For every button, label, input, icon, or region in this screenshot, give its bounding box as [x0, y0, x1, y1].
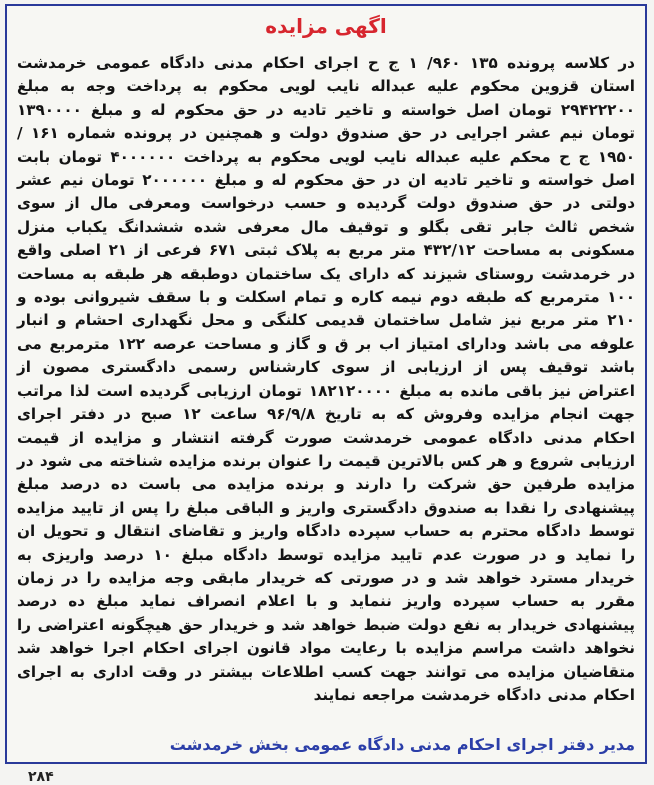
- page-number: [28, 769, 54, 785]
- signature-line: مدیر دفتر اجرای احکام مدنی دادگاه عمومی بخش خرمدشت: [15, 735, 635, 754]
- auction-notice: [5, 4, 647, 764]
- notice-title: اگهی مزایده: [7, 14, 645, 38]
- notice-body: در کلاسه پرونده ۱۳۵ ۹۶۰/ ۱ ج ح اجرای احکام مدنی دادگاه عمومی خرمدشت استان قزوین محکوم علیه عبداله نایب لویی محکوم به پرداخت وجه به مبلغ ۲۹۴۲۲۲۰۰ تومان اصل خواسته و تاخیر تادیه در حق محکوم له و مبلغ ۱۳۹۰۰۰۰ تومان نیم عشر اجرایی در حق صندوق دولت و همچنین در پرونده شماره ۱۶۱ /۱۹۵۰ ج ح محکم علیه عبداله نایب لویی محکوم به پرداخت ۴۰۰۰۰۰۰ تومان بابت اصل خواسته و تاخیر تادیه ان در حق محکوم له و مبلغ ۲۰۰۰۰۰۰ تومان نیم عشر دولتی در حق صندوق دولت گردیده و حسب درخواست ومعرفی مال از سوی شخص ثالث جابر تقی بگلو و توقیف مال معرفی شده ششدانگ یکباب منزل مسکونی به مساحت ۴۳۲/۱۲ متر مربع به پلاک ثبتی ۶۷۱ فرعی از ۲۱ اصلی واقع در خرمدشت روستای شیزند که دارای یک ساختمان دوطبقه هر طبقه به مساحت ۱۰۰ مترمربع که طبقه دوم نیمه کاره و تمام اسکلت و با سقف شیروانی بوده و ۲۱۰ متر مربع نیز شامل ساختمان قدیمی کلنگی و محل نگهداری احشام و انبار علوفه می باشد ودارای امتیاز اب بر ق و گاز و مساحت عرصه ۱۲۲ مترمربع می باشد توقیف پس از ارزیابی از سوی کارشناس رسمی دادگستری مصون از اعتراض نیز باقی مانده به مبلغ ۱۸۲۱۲۰۰۰۰ تومان ارزیابی گردیده است لذا مراتب جهت انجام مزایده وفروش که به تاریخ ۹۶/۹/۸ ساعت ۱۲ صبح در دفتر اجرای احکام مدنی دادگاه عمومی خرمدشت صورت گرفته انتشار و مزایده از قیمت ارزیابی شروع و هر کس بالاترین قیمت را عنوان برنده مزایده شناخته می شود در مزایده طرفین حق شرکت را دارند و برنده مزایده می باست ده درصد مبلغ پیشنهادی را نقدا به صندوق دادگستری واریز و الباقی مبلغ را پس از تایید مزایده توسط دادگاه محترم به حساب سپرده دادگاه واریز و تقاضای انتقال و تحویل ان را نماید و در صورت عدم تایید مزایده توسط دادگاه مبلغ ۱۰ درصد واریزی به خریدار مسترد خواهد شد و در صورتی که خریدار مابقی وجه مزایده را در زمان مقرر به حساب سپرده واریز ننماید و با اعلام انصراف نماید مبلغ ده درصد پیشنهادی خریدار به نفع دولت ضبط خواهد شد و خریدار حق هیچگونه اعتراضی را نخواهد داشت مراسم مزایده با رعایت مواد قانون اجرای احکام اجرا خواهد شد متقاضیان مزایده می توانند جهت کسب اطلاعات بیشتر در وقت اداری به اجرای احکام مدنی دادگاه خرمدشت مراجعه نمایند: [17, 52, 635, 707]
